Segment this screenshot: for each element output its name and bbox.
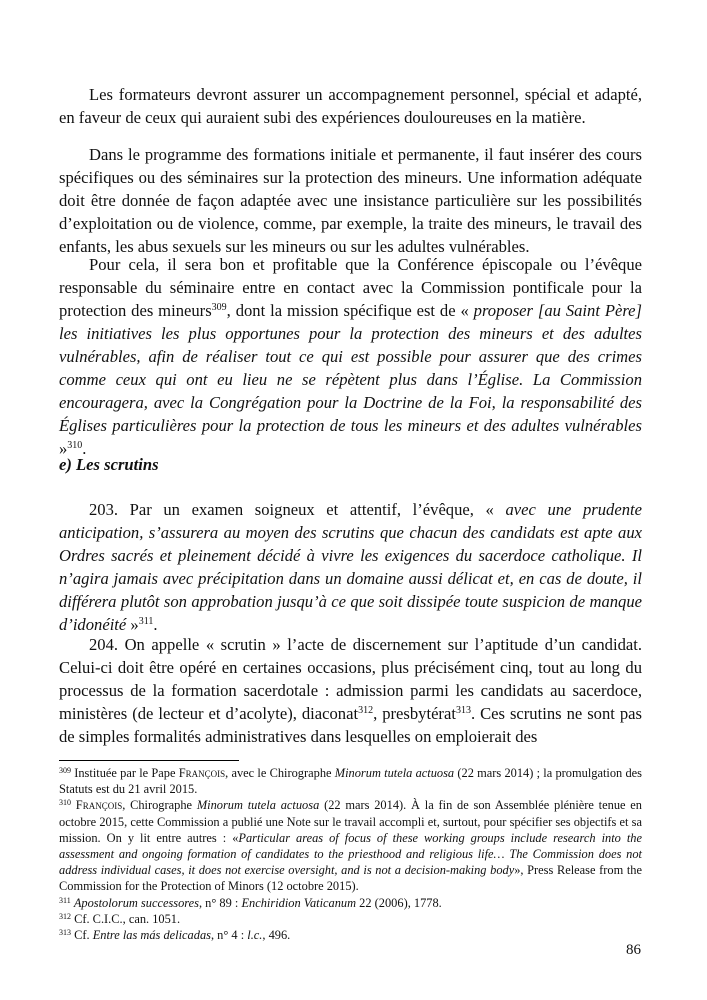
paragraph-text: , presbytérat bbox=[373, 704, 456, 723]
paragraph-conference bbox=[59, 253, 642, 460]
footnote-number: 311 bbox=[59, 895, 71, 905]
footnotes-block bbox=[59, 765, 642, 943]
footnote-text: », Press Release from the Commission for the Protection of Minors (12 octobre 2015). bbox=[59, 863, 642, 894]
paragraph-programme bbox=[59, 143, 642, 258]
paragraph-text: . Ces scrutins ne sont pas de simples formalités administratives dans lesquelles on emploierait des bbox=[59, 704, 642, 746]
paragraph-text: » bbox=[59, 439, 68, 458]
paragraph-text: , dont la mission spécifique est de « bbox=[226, 301, 474, 320]
paragraph-203 bbox=[59, 498, 642, 636]
footnote-text: Cf. C.I.C., can. 1051. bbox=[71, 911, 181, 926]
footnote-number: 313 bbox=[59, 928, 71, 938]
paragraph-text: 203. Par un examen soigneux et attentif, l’évêque, « bbox=[89, 500, 506, 519]
quotation-text: proposer [au Saint Père] les initiatives les plus opportunes pour la protection des mineurs et des adultes vulnérables, afin de réaliser tout ce qui est possible pour assurer que des crimes comme ceux qui ont eu lieu ne se répètent plus dans l’Église. La Commission encouragera, avec la Congrégation pour la Doctrine de la Foi, la responsabilité des Églises particulières pour la protection de tous les mineurs et des adultes vulnérables bbox=[59, 301, 642, 435]
paragraph-text: Les formateurs devront assurer un accompagnement personnel, spécial et adapté, en faveur de ceux qui auraient subi des expériences douloureuses en la matière. bbox=[59, 85, 642, 127]
footnote-quote: Particular areas of focus of these working groups include research into the assessment and ongoing formation of candidates to the priesthood and religious life… The Commission does not address individual cases, it does not exercise oversight, and is not a decision-making body bbox=[59, 830, 642, 878]
footnote-ref-313[interactable]: 313 bbox=[455, 705, 471, 716]
footnote-title: Apostolorum successores bbox=[73, 895, 199, 910]
footnote-ref-312[interactable]: 312 bbox=[358, 705, 374, 716]
paragraph-text: . bbox=[153, 615, 158, 634]
section-heading: e) Les scrutins bbox=[59, 455, 159, 474]
footnote-ref-309[interactable]: 309 bbox=[211, 302, 227, 313]
footnote-title: Minorum tutela actuosa bbox=[196, 798, 320, 813]
footnote-text: Cf. bbox=[71, 928, 93, 943]
footnote-number: 310 bbox=[59, 798, 71, 808]
footnote-number: 309 bbox=[59, 766, 71, 775]
footnote-ref-311[interactable]: 311 bbox=[138, 616, 154, 627]
footnote-text: , n° 89 : bbox=[198, 895, 242, 910]
footnote-number: 312 bbox=[59, 911, 71, 921]
footnote-text: , n° 4 : bbox=[210, 928, 248, 943]
footnote-author: François bbox=[178, 766, 226, 780]
quotation-text: avec une prudente anticipation, s’assurera au moyen des scrutins que chacun des candidats est apte aux Ordres sacrés et pleinement décidé à vivre les exigences du sacerdoce catholique. Il n’agira jamais avec précipitation dans un domaine aussi délicat et, en cas de doute, il différera plutôt son approbation jusqu’à ce que soit dissipée toute suspicion de manque d’idonéité bbox=[59, 500, 642, 634]
footnote-text: , Chirographe bbox=[122, 798, 197, 813]
paragraph-formateurs bbox=[59, 83, 642, 129]
footnote-309 bbox=[59, 765, 642, 797]
footnote-title: Entre las más delicadas bbox=[92, 928, 211, 943]
footnote-text: , avec le Chirographe bbox=[225, 766, 335, 780]
page-number: 86 bbox=[626, 942, 641, 958]
paragraph-text: Dans le programme des formations initiale et permanente, il faut insérer des cours spécifiques ou des séminaires sur la protection des mineurs. Une information adéquate doit être donnée de façon adaptée avec une insistance particulière sur les possibilités d’exploitation ou de violence, comme, par exemple, la traite des mineurs, le travail des enfants, les abus sexuels sur les mineurs ou sur les adultes vulnérables. bbox=[59, 145, 642, 256]
footnote-text: , 496. bbox=[262, 928, 291, 943]
paragraph-text: 204. On appelle « scrutin » l’acte de discernement sur l’aptitude d’un candidat. Celui-ci doit être opéré en certaines occasions, plus précisément cinq, tout au long du processus de la formation sacerdotale : admission parmi les candidats au sacerdoce, ministères (de lecteur et d’acolyte), diaconat bbox=[59, 635, 642, 723]
footnote-text: (22 mars 2014) ; la promulgation des Statuts est du 21 avril 2015. bbox=[59, 766, 642, 797]
footnote-separator bbox=[59, 760, 239, 761]
paragraph-text: . bbox=[82, 439, 87, 458]
footnote-313 bbox=[59, 927, 642, 943]
paragraph-204 bbox=[59, 633, 642, 748]
footnote-text: Instituée par le Pape bbox=[71, 766, 179, 780]
footnote-311 bbox=[59, 895, 642, 911]
footnote-title: l.c. bbox=[247, 928, 263, 943]
paragraph-text: Pour cela, il sera bon et profitable que la Conférence épiscopale ou l’évêque responsable du séminaire entre en contact avec la Commission pontificale pour la protection des mineurs bbox=[59, 255, 642, 320]
footnote-title: Minorum tutela actuosa bbox=[334, 766, 455, 780]
footnote-text: 22 (2006), 1778. bbox=[356, 895, 442, 910]
footnote-author: François bbox=[75, 798, 123, 813]
footnote-title: Enchiridion Vaticanum bbox=[241, 895, 357, 910]
footnote-312 bbox=[59, 911, 642, 927]
footnote-ref-310[interactable]: 310 bbox=[67, 440, 83, 451]
footnote-310 bbox=[59, 797, 642, 894]
paragraph-text: » bbox=[126, 615, 139, 634]
footnote-text: (22 mars 2014). À la fin de son Assemblée plénière tenue en octobre 2015, cette Commission a publié une Note sur le travail accompli et, surtout, pour spécifier ses objectifs et sa mission. On y lit entre autres : « bbox=[59, 798, 642, 845]
